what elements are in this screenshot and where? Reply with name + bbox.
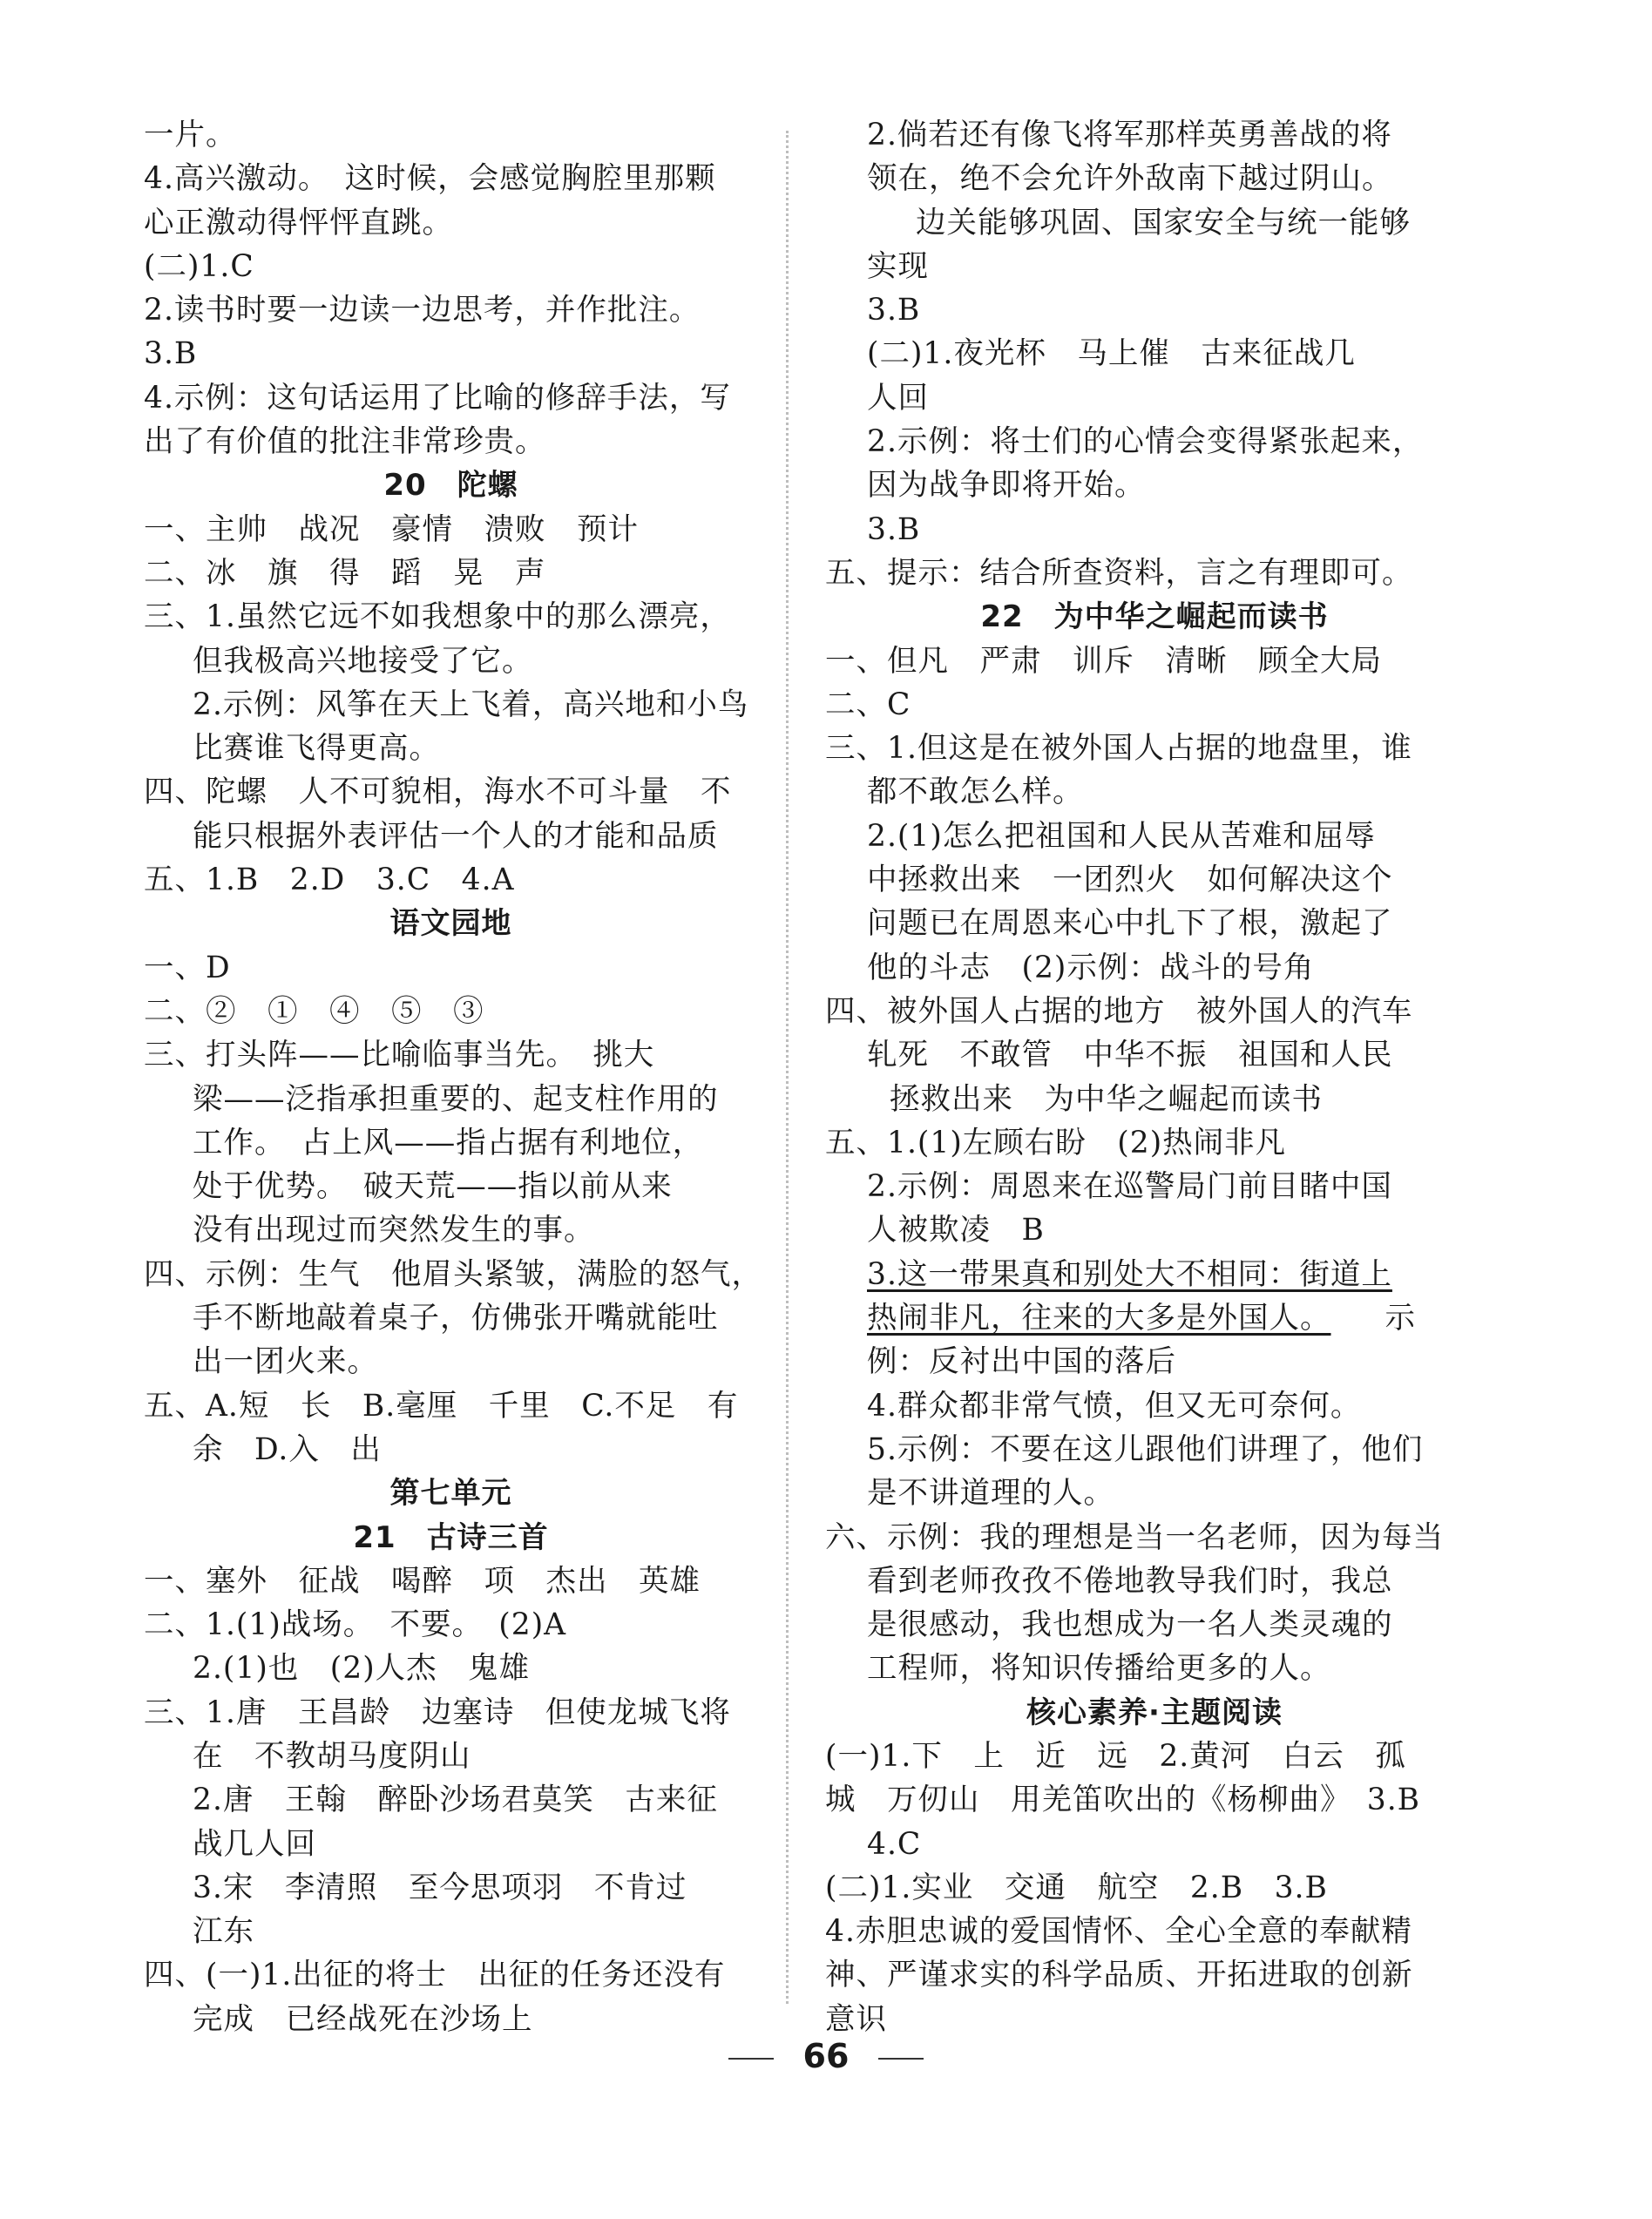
column-divider — [786, 131, 789, 2004]
text-line: 4.示例：这句话运用了比喻的修辞手法，写 — [144, 380, 731, 416]
unit-heading: 第七单元 — [389, 1476, 512, 1512]
text-line: 三、1.虽然它远不如我想象中的那么漂亮， — [144, 599, 731, 635]
section-heading: 21 古诗三首 — [353, 1519, 549, 1555]
section-heading: 核心素养·主题阅读 — [1026, 1695, 1283, 1730]
text-line: 四、示例：生气 他眉头紧皱，满脸的怒气， — [144, 1256, 762, 1292]
text-line: 一、塞外 征战 喝醉 项 杰出 英雄 — [144, 1563, 701, 1599]
text-line: 意识 — [825, 2001, 887, 2037]
text-line: 2.示例：风筝在天上飞着，高兴地和小鸟 — [193, 687, 749, 722]
text-line: 2.(1)怎么把祖国和人民从苦难和屈辱 — [867, 818, 1376, 854]
text-line: 江东 — [193, 1914, 254, 1950]
text-line: 人回 — [867, 380, 929, 416]
text-line: 问题已在周恩来心中扎下了根，激起了 — [867, 906, 1393, 942]
text-line: 但我极高兴地接受了它。 — [193, 643, 533, 679]
text-line: 城 万仞山 用羌笛吹出的《杨柳曲》 3.B — [825, 1783, 1421, 1818]
page-number: 66 — [802, 2037, 850, 2075]
text-line: 看到老师孜孜不倦地教导我们时，我总 — [867, 1563, 1393, 1599]
text-line: 完成 已经战死在沙场上 — [193, 2001, 533, 2037]
text-line: 三、1.唐 王昌龄 边塞诗 但使龙城飞将 — [144, 1695, 731, 1730]
text-line: 战几人回 — [193, 1826, 316, 1862]
text-line: (二)1.夜光杯 马上催 古来征战几 — [867, 336, 1356, 372]
text-line: 三、1.但这是在被外国人占据的地盘里，谁 — [825, 731, 1412, 767]
section-heading: 语文园地 — [389, 906, 512, 942]
text-line: 2.(1)也 (2)人杰 鬼雄 — [193, 1651, 531, 1687]
text-line: 一、主帅 战况 豪情 溃败 预计 — [144, 511, 639, 547]
text-line: 比赛谁飞得更高。 — [193, 731, 440, 767]
text-line: 中拯救出来 一团烈火 如何解决这个 — [867, 863, 1393, 898]
text-line: 手不断地敲着桌子，仿佛张开嘴就能吐 — [193, 1301, 719, 1336]
text-line: 处于优势。 破天荒——指以前从来 — [193, 1169, 673, 1205]
text-line: 2.倘若还有像飞将军那样英勇善战的将 — [867, 118, 1392, 152]
text-line: 2.示例：周恩来在巡警局门前目睹中国 — [867, 1169, 1392, 1205]
text-line: 2.唐 王翰 醉卧沙场君莫笑 古来征 — [193, 1783, 718, 1818]
footer-dash-right — [878, 2058, 924, 2060]
text-line: 3.宋 李清照 至今思项羽 不肯过 — [193, 1870, 687, 1905]
left-column — [144, 113, 762, 2041]
text-line: 出了有价值的批注非常珍贵。 — [144, 424, 546, 460]
text-line: 神、严谨求实的科学品质、开拓进取的创新 — [825, 1958, 1413, 1993]
text-line: 三、打头阵——比喻临事当先。 挑大 — [144, 1038, 655, 1073]
text-line: 4.群众都非常气愤，但又无可奈何。 — [867, 1388, 1362, 1424]
text-line: 3.B — [144, 336, 198, 372]
text-line: (一)1.下 上 近 远 2.黄河 白云 孤 — [825, 1738, 1406, 1774]
text-line: 心正激动得怦怦直跳。 — [144, 205, 453, 240]
text-line: 因为战争即将开始。 — [867, 468, 1146, 504]
text-line: 梁——泛指承担重要的、起支柱作用的 — [193, 1081, 719, 1117]
text-line: 是不讲道理的人。 — [867, 1476, 1114, 1512]
text-line: 3.B — [867, 511, 921, 547]
text-line: 例：反衬出中国的落后 — [867, 1344, 1176, 1380]
text-line: 二、1.(1)战场。 不要。 (2)A — [144, 1607, 567, 1643]
text-line: 3.B — [867, 293, 921, 328]
text-line: 出一团火来。 — [193, 1344, 378, 1380]
text-line: 2.示例：将士们的心情会变得紧张起来， — [867, 424, 1424, 460]
text-line: 六、示例：我的理想是当一名老师，因为每当 — [825, 1519, 1444, 1555]
text-line: 4.高兴激动。 这时候，会感觉胸腔里那颗 — [144, 161, 716, 197]
text-line: 轧死 不敢管 中华不振 祖国和人民 — [867, 1038, 1393, 1073]
text-line: 领在，绝不会允许外敌南下越过阴山。 — [867, 161, 1393, 197]
footer-dash-left — [728, 2058, 774, 2060]
text-line: 工作。 占上风——指占据有利地位， — [193, 1125, 704, 1160]
text-line: 5.示例：不要在这儿跟他们讲理了，他们 — [867, 1431, 1424, 1467]
text-line: 4.C — [867, 1826, 922, 1862]
text-line: 五、1.B 2.D 3.C 4.A — [144, 863, 515, 898]
right-column — [825, 113, 1444, 2041]
text-line: 他的斗志 (2)示例：战斗的号角 — [867, 950, 1315, 985]
text-line: 五、提示：结合所查资料，言之有理即可。 — [825, 555, 1413, 591]
text-line: 能只根据外表评估一个人的才能和品质 — [193, 818, 719, 854]
section-heading: 20 陀螺 — [383, 468, 518, 504]
text-line: (二)1.实业 交通 航空 2.B 3.B — [825, 1870, 1328, 1905]
text-line: (二)1.C — [144, 248, 254, 284]
text-line: 五、A.短 长 B.毫厘 千里 C.不足 有 — [144, 1388, 739, 1424]
underlined-sentence: 热闹非凡，往来的大多是外国人。 — [867, 1301, 1331, 1336]
text-line: 二、冰 旗 得 蹈 晃 声 — [144, 555, 546, 591]
text-line — [867, 1296, 1442, 1340]
text-line — [867, 1253, 1442, 1296]
text-line: 人被欺凌 B — [867, 1213, 1045, 1248]
text-line: 在 不教胡马度阴山 — [193, 1738, 471, 1774]
text-line: 没有出现过而突然发生的事。 — [193, 1213, 595, 1248]
text-line: 四、(一)1.出征的将士 出征的任务还没有 — [144, 1958, 726, 1993]
page-footer — [0, 2034, 1652, 2078]
text-line: 二、② ① ④ ⑤ ③ — [144, 993, 484, 1029]
text-line: 一、但凡 严肃 训斥 清晰 顾全大局 — [825, 643, 1382, 679]
text-line: 一片。 — [144, 118, 237, 152]
text-line: 四、陀螺 人不可貌相，海水不可斗量 不 — [144, 775, 732, 810]
text-line: 2.读书时要一边读一边思考，并作批注。 — [144, 293, 701, 328]
text-line: 拯救出来 为中华之崛起而读书 — [890, 1081, 1323, 1117]
text-line: 一、D — [144, 950, 231, 985]
text-line: 二、C — [825, 687, 911, 722]
text-line: 4.赤胆忠诚的爱国情怀、全心全意的奉献精 — [825, 1914, 1412, 1950]
text-fragment: 示 — [1385, 1301, 1416, 1336]
text-line: 实现 — [867, 248, 929, 284]
text-line: 五、1.(1)左顾右盼 (2)热闹非凡 — [825, 1125, 1287, 1160]
text-line: 边关能够巩固、国家安全与统一能够 — [916, 205, 1411, 240]
text-line: 四、被外国人占据的地方 被外国人的汽车 — [825, 993, 1413, 1029]
text-line: 是很感动，我也想成为一名人类灵魂的 — [867, 1607, 1393, 1643]
text-line: 工程师，将知识传播给更多的人。 — [867, 1651, 1331, 1687]
text-line: 余 D.入 出 — [193, 1431, 382, 1467]
text-line: 都不敢怎么样。 — [867, 775, 1084, 810]
underlined-sentence: 3.这一带果真和别处大不相同：街道上 — [867, 1256, 1392, 1292]
section-heading: 22 为中华之崛起而读书 — [980, 599, 1329, 635]
